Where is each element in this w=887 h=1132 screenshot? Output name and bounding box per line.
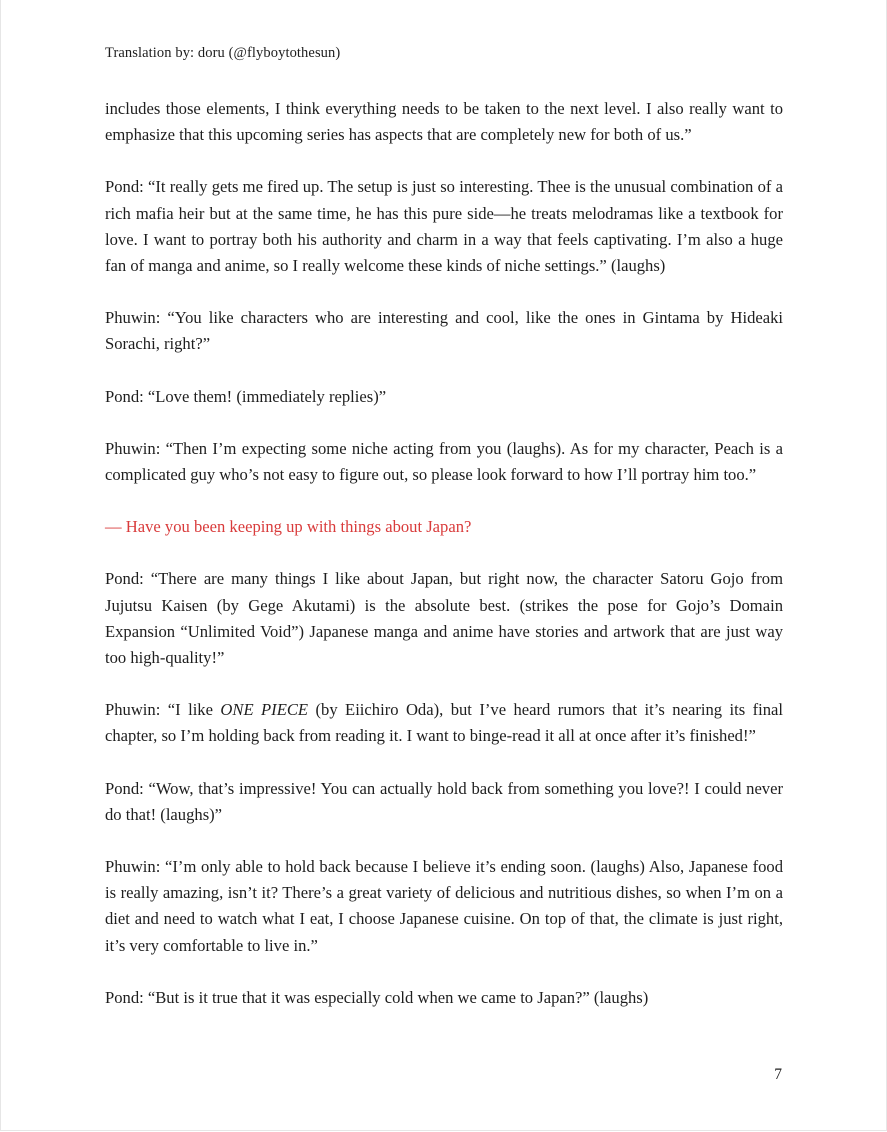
translation-credit: Translation by: doru (@flyboytothesun) xyxy=(105,45,341,61)
paragraph-pond-cold: Pond: “But is it true that it was especially cold when we came to Japan?” (laughs) xyxy=(105,987,649,1007)
paragraph-phuwin-peach: Phuwin: “Then I’m expecting some niche acting from you (laughs). As for my character, Peach is a complicated guy who’s not easy to figure out, so please look forward to how I’ll portray him too.” xyxy=(105,438,783,485)
paragraph-pond-love-them: Pond: “Love them! (immediately replies)” xyxy=(105,386,387,406)
paragraph-segment: (by Eiichiro Oda), but I’ve heard rumors that it’s nearing its final chapter, so I’m holding back from reading it. I want to binge-read it all at once after it’s finished!” xyxy=(105,700,784,746)
paragraph-pond-gojo: Pond: “There are many things I like about Japan, but right now, the character Satoru Gojo from Jujutsu Kaisen (by Gege Akutami) is the absolute best. (strikes the pose for Gojo’s Domain Expansion “Unlimited Void”) Japanese manga and anime have stories and artwork that are just way too high-quality!” xyxy=(105,569,783,668)
manga-title: ONE PIECE xyxy=(220,700,309,720)
paragraph-continuation: includes those elements, I think everything needs to be taken to the next level. I also really want to emphasize that this upcoming series has aspects that are completely new for both of us.” xyxy=(105,99,783,145)
paragraph-pond-impressive: Pond: “Wow, that’s impressive! You can actually hold back from something you love?! I could never do that! (laughs)” xyxy=(105,778,783,824)
paragraph-phuwin-gintama: Phuwin: “You like characters who are interesting and cool, like the ones in Gintama by Hideaki Sorachi, right?” xyxy=(105,308,783,354)
paragraph-pond-fired-up: Pond: “It really gets me fired up. The setup is just so interesting. Thee is the unusual combination of a rich mafia heir but at the same time, he has this pure side—he treats melodramas like a textbook for love. I want to portray both his authority and charm in a way that feels captivating. I’m also a huge fan of manga and anime, so I really welcome these kinds of niche settings.” (laughs) xyxy=(105,177,783,276)
interview-question: — Have you been keeping up with things about Japan? xyxy=(105,517,472,537)
page-number: 7 xyxy=(774,1066,782,1083)
paragraph-phuwin-one-piece xyxy=(105,697,783,749)
article-body xyxy=(105,96,783,1037)
paragraph-phuwin-japanese-food: Phuwin: “I’m only able to hold back because I believe it’s ending soon. (laughs) Also, Japanese food is really amazing, isn’t it? There’s a great variety of delicious and nutritious dishes, so when I’m on a diet and need to watch what I eat, I choose Japanese cuisine. On top of that, the climate is just right, it’s very comfortable to live in.” xyxy=(105,857,783,955)
paragraph-segment: Phuwin: “I like xyxy=(105,700,221,720)
